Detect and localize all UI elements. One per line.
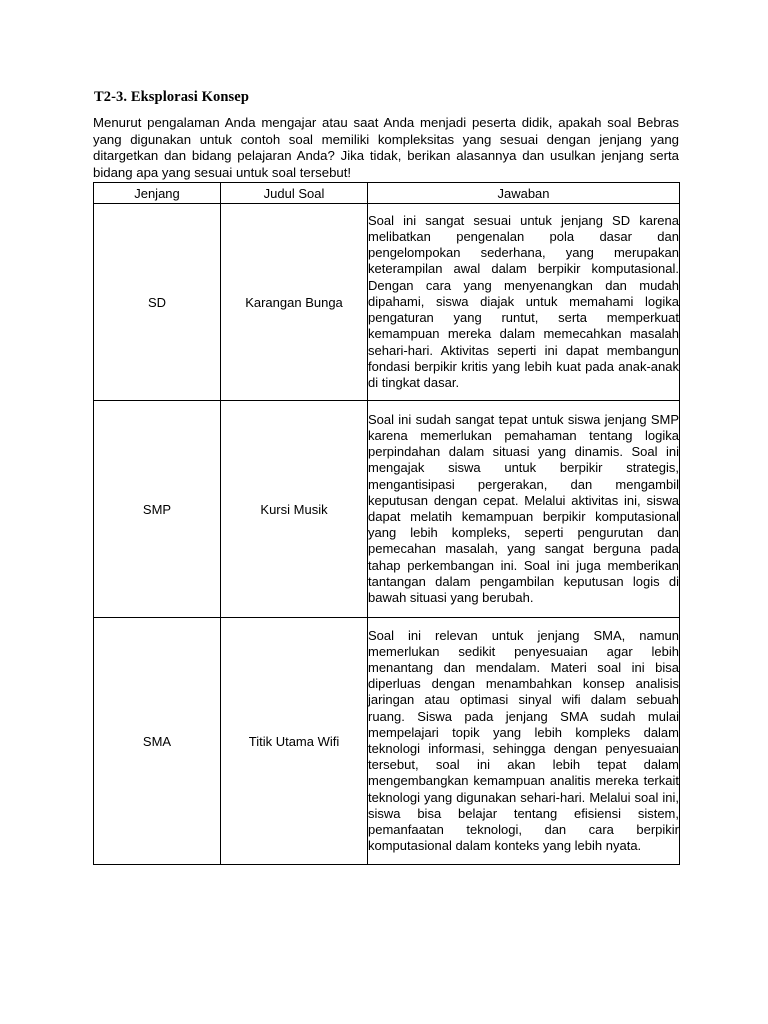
table-header-row bbox=[94, 183, 680, 204]
answer-table bbox=[93, 182, 680, 865]
header-jenjang: Jenjang bbox=[94, 183, 221, 204]
cell-level: SMA bbox=[94, 618, 221, 865]
cell-answer: Soal ini sangat sesuai untuk jenjang SD karena melibatkan pengenalan pola dasar dan pengelompokan sederhana, yang merupakan keterampilan awal dalam berpikir komputasional. Dengan cara yang menyenangkan dan mudah dipahami, siswa diajak untuk memahami logika pengaturan yang runtut, serta memperkuat kemampuan mereka dalam memecahkan masalah sehari-hari. Aktivitas seperti ini dapat membangun fondasi berpikir kritis yang lebih kuat pada anak-anak di tingkat dasar. bbox=[368, 204, 680, 401]
table-row bbox=[94, 401, 680, 618]
cell-level: SMP bbox=[94, 401, 221, 618]
cell-title: Karangan Bunga bbox=[221, 204, 368, 401]
cell-title: Kursi Musik bbox=[221, 401, 368, 618]
cell-title: Titik Utama Wifi bbox=[221, 618, 368, 865]
cell-answer: Soal ini relevan untuk jenjang SMA, namun memerlukan sedikit penyesuaian agar lebih menantang dan mendalam. Materi soal ini bisa diperluas dengan menambahkan konsep analisis jaringan atau optimasi sinyal wifi dalam sebuah ruang. Siswa pada jenjang SMA sudah mulai mempelajari topik yang lebih kompleks dalam teknologi informasi, sehingga dengan penyesuaian tersebut, soal ini akan lebih tepat dalam mengembangkan kemampuan analitis mereka terkait teknologi yang digunakan sehari-hari. Melalui soal ini, siswa bisa belajar tentang efisiensi sistem, pemanfaatan teknologi, dan cara berpikir komputasional dalam konteks yang lebih nyata. bbox=[368, 618, 680, 865]
table-row bbox=[94, 204, 680, 401]
table-row bbox=[94, 618, 680, 865]
header-judul-soal: Judul Soal bbox=[221, 183, 368, 204]
header-jawaban: Jawaban bbox=[368, 183, 680, 204]
cell-answer: Soal ini sudah sangat tepat untuk siswa jenjang SMP karena memerlukan pemahaman tentang logika perpindahan dalam situasi yang dinamis. Soal ini mengajak siswa untuk berpikir strategis, mengantisipasi pergerakan, dan mengambil keputusan dengan cepat. Melalui aktivitas ini, siswa dapat melatih kemampuan berpikir komputasional yang lebih kompleks, seperti pengurutan dan pemecahan masalah, yang sangat berguna pada tahap perkembangan ini. Soal ini juga memberikan tantangan dalam pengambilan keputusan logis di bawah situasi yang berubah. bbox=[368, 401, 680, 618]
section-heading: T2-3. Eksplorasi Konsep bbox=[94, 89, 249, 105]
cell-level: SD bbox=[94, 204, 221, 401]
intro-paragraph: Menurut pengalaman Anda mengajar atau saat Anda menjadi peserta didik, apakah soal Bebras yang digunakan untuk contoh soal memiliki kompleksitas yang sesuai dengan jenjang yang ditargetkan dan bidang pelajaran Anda? Jika tidak, berikan alasannya dan usulkan jenjang serta bidang apa yang sesuai untuk soal tersebut! bbox=[93, 115, 679, 180]
